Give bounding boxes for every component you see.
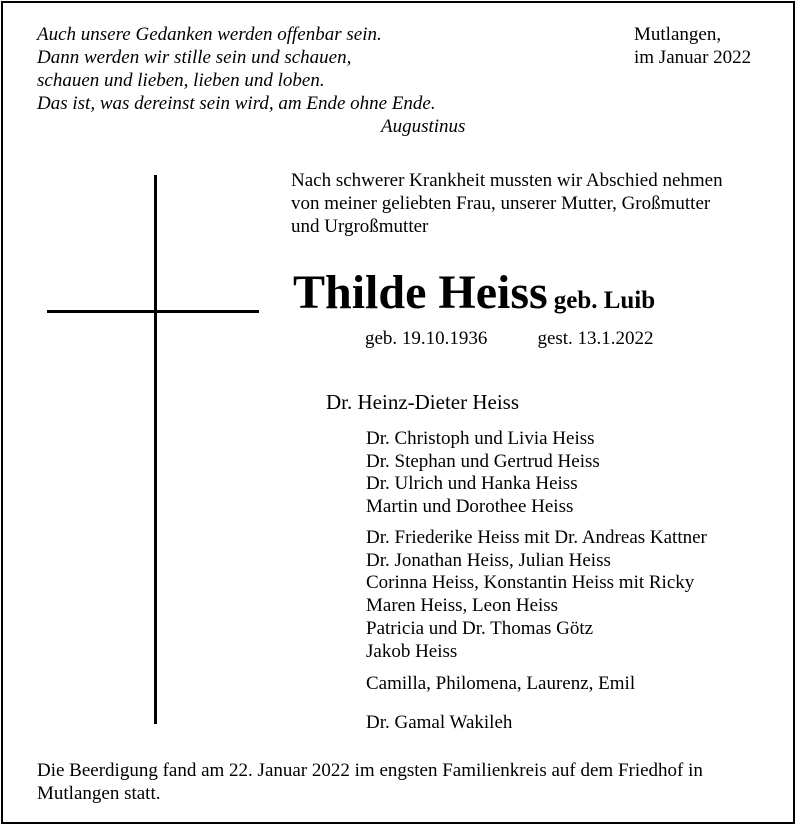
footer-line: Mutlangen statt.: [37, 783, 161, 804]
place-and-date: [634, 23, 751, 69]
list-item: Dr. Ulrich und Hanka Heiss: [366, 473, 578, 495]
footer-line: Die Beerdigung fand am 22. Januar 2022 im engsten Familienkreis auf dem Friedhof in: [37, 760, 703, 781]
list-item: Corinna Heiss, Konstantin Heiss mit Ricky: [366, 572, 695, 594]
list-item: Dr. Stephan und Gertrud Heiss: [366, 450, 600, 472]
place-date: im Januar 2022: [634, 47, 752, 68]
cross-icon: [154, 175, 157, 724]
deceased-name: [293, 264, 655, 330]
poem-line: Dann werden wir stille sein und schauen,: [37, 47, 352, 68]
intro-line: Nach schwerer Krankheit mussten wir Abschied nehmen: [291, 170, 723, 191]
list-item: Dr. Jonathan Heiss, Julian Heiss: [366, 549, 611, 571]
other-mourner: Dr. Gamal Wakileh: [366, 712, 513, 733]
life-dates: [365, 327, 654, 350]
intro-line: von meiner geliebten Frau, unserer Mutter, Großmutter: [291, 193, 711, 214]
great-grandchildren-line: Camilla, Philomena, Laurenz, Emil: [366, 673, 636, 694]
deceased-full-name: Thilde Heiss: [293, 266, 548, 319]
poem-line: Auch unsere Gedanken werden offenbar sein.: [37, 24, 382, 45]
funeral-note: [37, 759, 703, 805]
poem-line: schauen und lieben, lieben und loben.: [37, 70, 325, 91]
place-city: Mutlangen,: [634, 24, 722, 45]
list-item: Jakob Heiss: [366, 640, 458, 662]
list-item: Dr. Christoph und Livia Heiss: [366, 428, 595, 449]
cross-icon-bar: [47, 310, 259, 313]
list-item: Patricia und Dr. Thomas Götz: [366, 617, 594, 639]
intro-text: [291, 169, 723, 238]
birth-date: geb. 19.10.1936: [365, 328, 488, 349]
intro-line: und Urgroßmutter: [291, 216, 429, 237]
poem-author: Augustinus: [381, 116, 466, 137]
spouse-name: Dr. Heinz-Dieter Heiss: [326, 390, 520, 414]
poem: [37, 23, 465, 138]
list-item: Maren Heiss, Leon Heiss: [366, 595, 559, 617]
grandchildren-list: [366, 527, 707, 663]
list-item: Dr. Friederike Heiss mit Dr. Andreas Kattner: [366, 527, 707, 548]
children-list: [366, 428, 600, 519]
poem-line: Das ist, was dereinst sein wird, am Ende ohne Ende.: [37, 93, 436, 114]
list-item: Martin und Dorothee Heiss: [366, 496, 574, 518]
death-date: gest. 13.1.2022: [537, 328, 654, 349]
deceased-maiden-name: geb. Luib: [553, 287, 656, 314]
